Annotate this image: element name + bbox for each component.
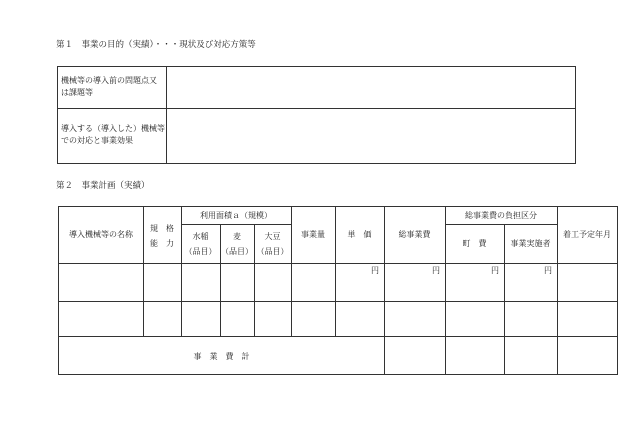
header-spec-line1: 規 格 [150, 224, 174, 233]
problems-label [61, 75, 165, 99]
town-yen: 円 [491, 266, 499, 275]
header-wheat-line2: （品目） [221, 247, 253, 256]
header-machine-name: 導入機械等の名称 [69, 230, 133, 239]
effects-label-line1: 導入する（導入した）機械等 [61, 124, 165, 133]
plan-table [58, 206, 618, 375]
header-wheat-line1: 麦 [233, 232, 241, 241]
header-rice [181, 231, 220, 257]
header-start-date: 着工予定年月 [563, 230, 611, 239]
header-spec [143, 223, 181, 249]
header-spec-line2: 能 力 [150, 239, 174, 248]
grid-line [445, 224, 557, 225]
header-unit-price: 単 価 [347, 230, 372, 239]
grid-line [59, 336, 617, 337]
header-wheat [220, 231, 254, 257]
header-implementer: 事業実施者 [510, 239, 551, 248]
grid-line [181, 207, 182, 336]
effects-label-line2: での対応と事業効果 [61, 136, 133, 145]
unit-price-yen: 円 [371, 266, 379, 275]
grid-line [181, 224, 291, 225]
grid-line [445, 207, 446, 374]
implementer-yen: 円 [544, 266, 552, 275]
header-soy-line2: （品目） [256, 247, 289, 256]
total-cost-yen: 円 [432, 266, 440, 275]
header-burden: 総事業費の負担区分 [465, 211, 537, 220]
section1-heading: 第１ 事業の目的（実績）・・・現状及び対応方策等 [56, 40, 256, 50]
objectives-table [57, 66, 576, 164]
header-total-cost: 総事業費 [398, 230, 431, 239]
section2-heading: 第２ 事業計画（実績） [56, 181, 150, 191]
header-volume: 事業量 [301, 230, 325, 239]
effects-label [61, 123, 165, 147]
header-soy-line1: 大豆 [264, 232, 281, 241]
grid-line [291, 207, 292, 336]
objectives-table-divider [166, 67, 167, 163]
header-usage-area: 利用面積ａ（規模） [200, 211, 272, 220]
total-label: 事 業 費 計 [193, 352, 250, 361]
header-town: 町 費 [462, 239, 487, 248]
problems-label-line2: は課題等 [61, 88, 93, 97]
header-rice-line2: （品目） [184, 247, 217, 256]
problems-label-line1: 機械等の導入前の問題点又 [61, 76, 157, 85]
header-rice-line1: 水稲 [192, 232, 209, 241]
header-soy [254, 231, 291, 257]
